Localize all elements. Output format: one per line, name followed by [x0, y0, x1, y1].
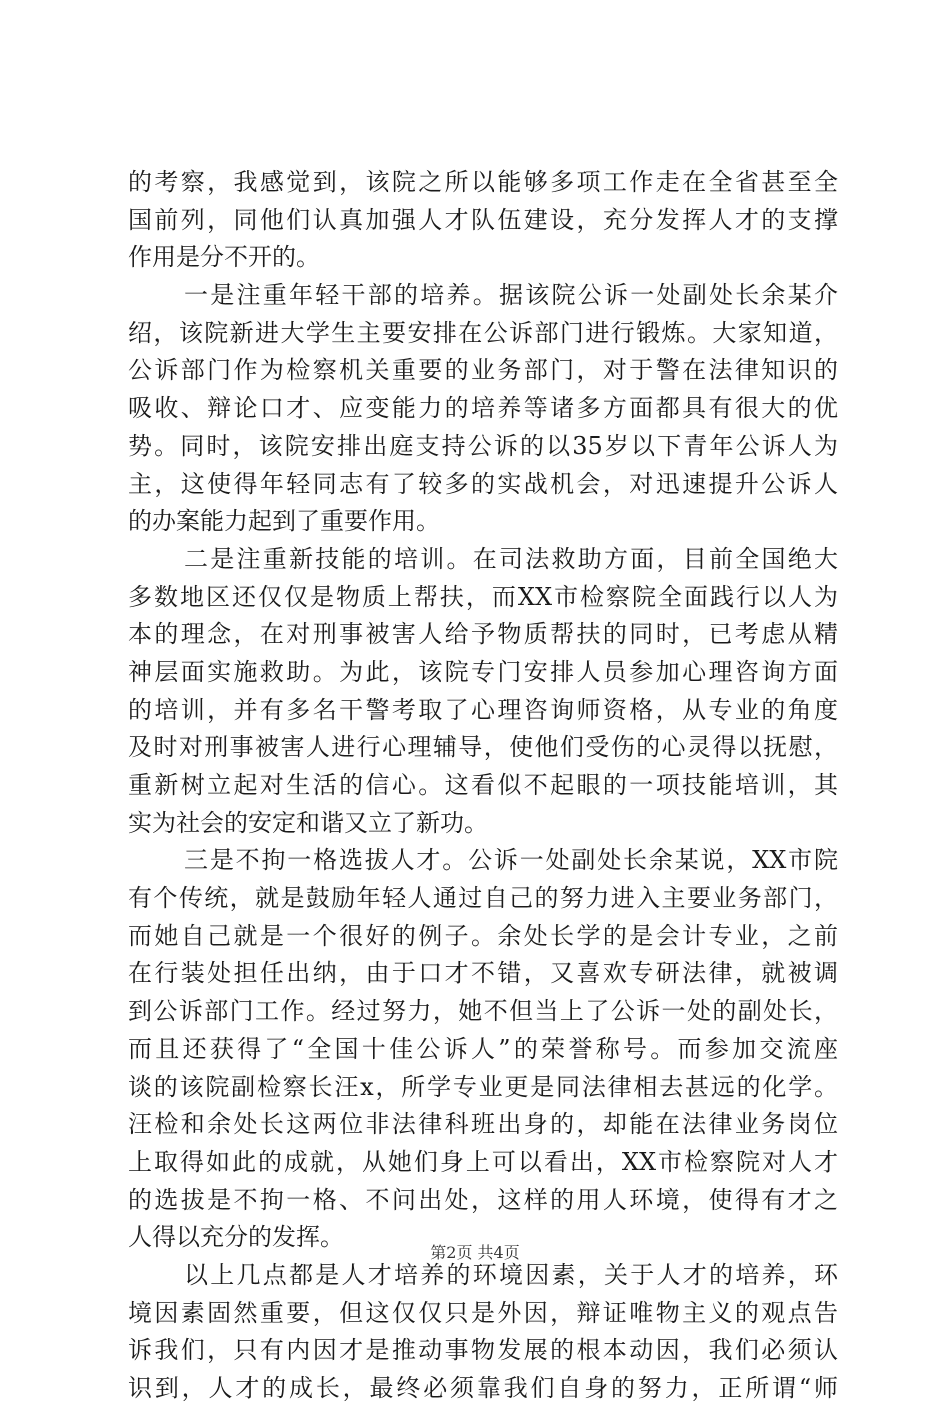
text-line: 而她自己就是一个很好的例子。余处长学的是会计专业，之前 [128, 921, 838, 950]
text-line: 的选拔是不拘一格、不问出处，这样的用人环境，使得有才之 [128, 1185, 838, 1214]
text-line: 重新树立起对生活的信心。这看似不起眼的一项技能培训，其 [128, 771, 838, 799]
paragraph-start-line: 二是注重新技能的培训。在司法救助方面，目前全国绝大 [184, 544, 838, 573]
text-line: 势。同时，该院安排出庭支持公诉的以35岁以下青年公诉人为 [128, 431, 838, 460]
text-line: 的培训，并有多名干警考取了心理咨询师资格，从专业的角度 [128, 695, 838, 724]
body-text [128, 164, 838, 1408]
text-line: 实为社会的安定和谐又立了新功。 [128, 808, 488, 837]
text-line: 绍，该院新进大学生主要安排在公诉部门进行锻炼。大家知道， [128, 318, 838, 347]
paragraph-start-line: 一是注重年轻干部的培养。据该院公诉一处副处长余某介 [184, 281, 838, 310]
page-number: 第2页 共4页 [430, 1243, 520, 1262]
text-line: 公诉部门作为检察机关重要的业务部门，对于警在法律知识的 [128, 356, 838, 385]
paragraph-start-line: 三是不拘一格选拔人才。公诉一处副处长余某说，XX市院 [184, 846, 838, 875]
text-line: 吸收、辩论口才、应变能力的培养等诸多方面都具有很大的优 [128, 394, 838, 423]
paragraph-start-line: 以上几点都是人才培养的环境因素，关于人才的培养，环 [184, 1260, 838, 1289]
text-line: 识到，人才的成长，最终必须靠我们自身的努力，正所谓“师 [128, 1374, 838, 1402]
text-line: 人得以充分的发挥。 [128, 1223, 344, 1252]
text-line: 诉我们，只有内因才是推动事物发展的根本动因，我们必须认 [128, 1336, 838, 1365]
text-line: 在行装处担任出纳，由于口才不错，又喜欢专研法律，就被调 [128, 959, 838, 988]
text-line: 境因素固然重要，但这仅仅只是外因，辩证唯物主义的观点告 [128, 1298, 838, 1327]
text-line: 国前列，同他们认真加强人才队伍建设，充分发挥人才的支撑 [128, 205, 838, 234]
text-line: 的考察，我感觉到，该院之所以能够多项工作走在全省甚至全 [128, 168, 838, 196]
text-line: 本的理念，在对刑事被害人给予物质帮扶的同时，已考虑从精 [128, 620, 838, 649]
text-line: 有个传统，就是鼓励年轻人通过自己的努力进入主要业务部门， [128, 884, 838, 913]
text-line: 的办案能力起到了重要作用。 [128, 507, 440, 536]
text-line: 而且还获得了“全国十佳公诉人”的荣誉称号。而参加交流座 [128, 1034, 838, 1063]
text-line: 主，这使得年轻同志有了较多的实战机会，对迅速提升公诉人 [128, 469, 838, 498]
text-line: 及时对刑事被害人进行心理辅导，使他们受伤的心灵得以抚慰， [128, 733, 838, 762]
text-line: 谈的该院副检察长汪x，所学专业更是同法律相去甚远的化学。 [128, 1072, 838, 1101]
text-line: 汪检和余处长这两位非法律科班出身的，却能在法律业务岗位 [128, 1110, 838, 1139]
text-line: 到公诉部门工作。经过努力，她不但当上了公诉一处的副处长， [128, 997, 838, 1026]
text-line: 作用是分不开的。 [128, 243, 320, 272]
text-line: 上取得如此的成就，从她们身上可以看出，XX市检察院对人才 [128, 1147, 838, 1176]
text-line: 神层面实施救助。为此，该院专门安排人员参加心理咨询方面 [128, 657, 838, 686]
text-line: 多数地区还仅仅是物质上帮扶，而XX市检察院全面践行以人为 [128, 582, 838, 611]
